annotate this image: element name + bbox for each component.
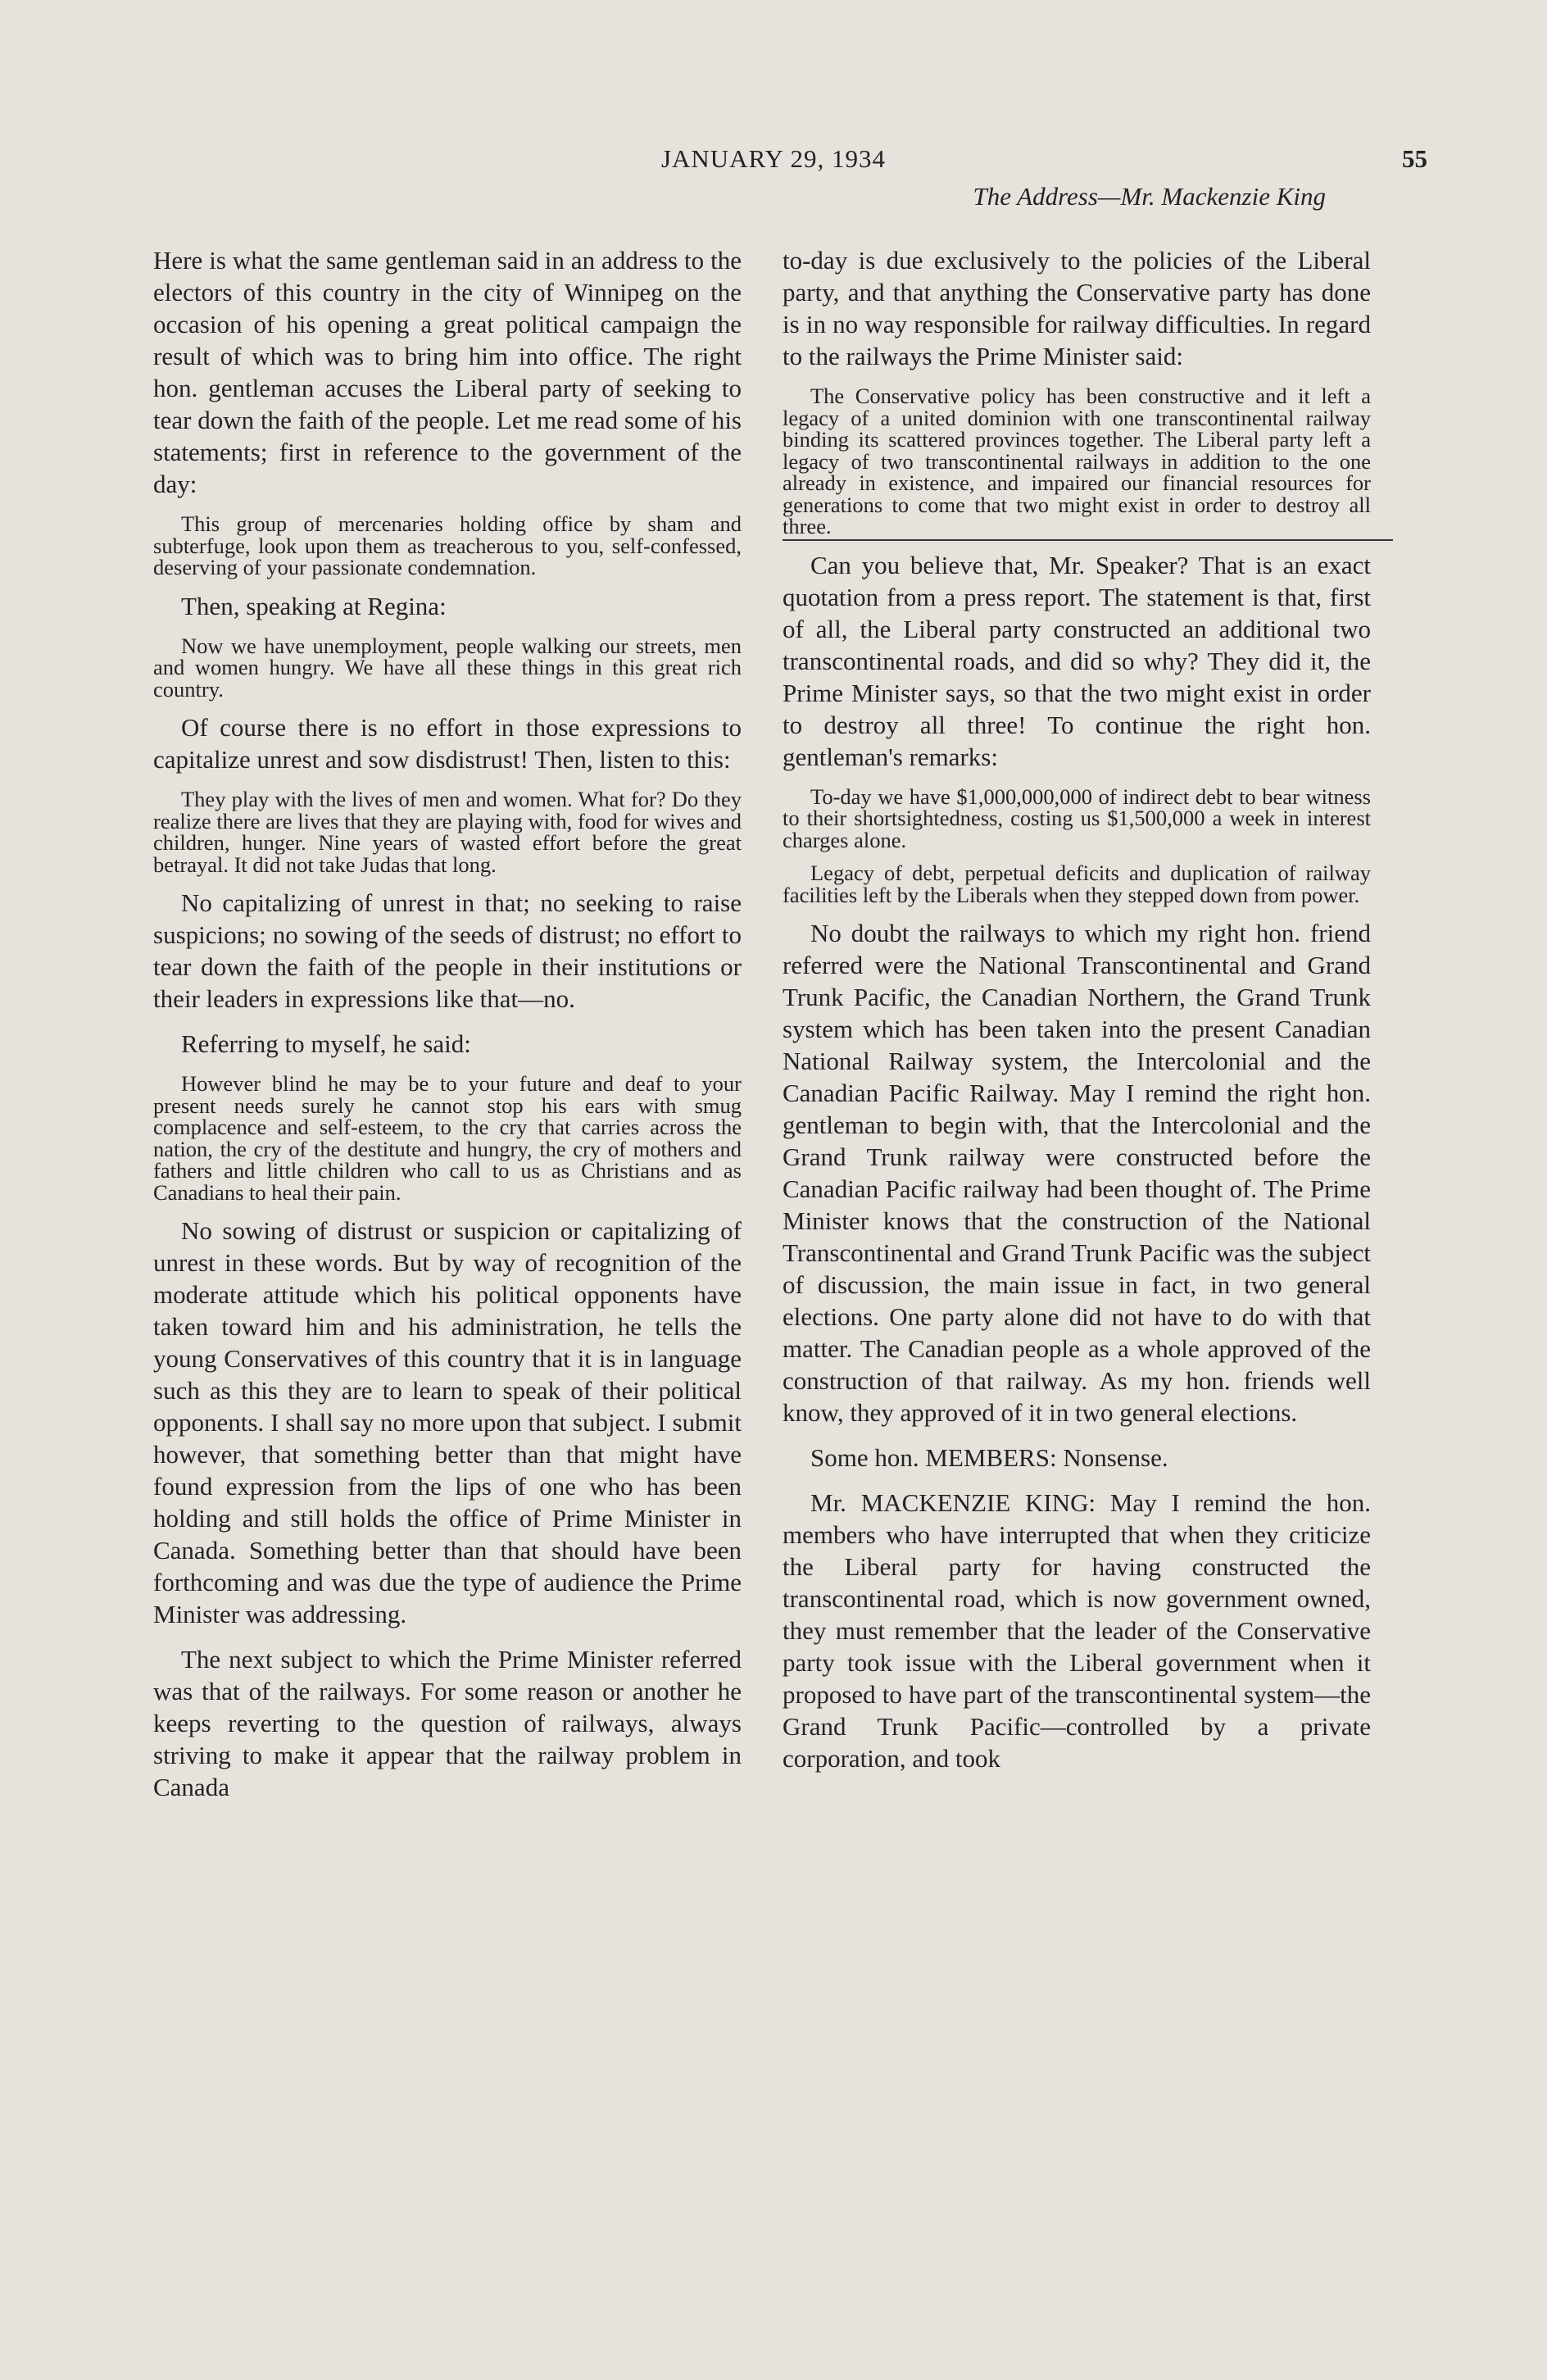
- block-quote: To-day we have $1,000,000,000 of indirect debt to bear witness to their shortsightedness, costing us $1,500,000 a week in interest charges alone.: [783, 783, 1371, 852]
- left-column: [153, 244, 742, 1816]
- header-date: JANUARY 29, 1934: [660, 144, 887, 173]
- speaker-paragraph: Mr. MACKENZIE KING: May I remind the hon. members who have interrupted that when they criticize the Liberal party for having constructed the transcontinental road, which is now government owned, they must remember that the leader of the Conservative party took issue with the Liberal government when it proposed to have part of the transcontinental system—the Grand Trunk Pacific—controlled by a private corporation, and took: [783, 1488, 1371, 1773]
- running-title: The Address—Mr. Mackenzie King: [973, 182, 1326, 211]
- block-quote: Now we have unemployment, people walking our streets, men and women hungry. We have all these things in this great rich country.: [153, 633, 742, 702]
- block-quote: They play with the lives of men and women. What for? Do they realize there are lives that they are playing with, food for wives and children, hunger. Nine years of wasted effort before the great betrayal. It did not take Judas that long.: [153, 787, 742, 877]
- paragraph: The next subject to which the Prime Minister referred was that of the railways. For some reason or another he keeps reverting to the question of railways, always striving to make it appear that the railway problem in Canada: [153, 1645, 742, 1801]
- block-quote: Legacy of debt, perpetual deficits and duplication of railway facilities left by the Liberals when they stepped down from power.: [783, 861, 1371, 907]
- paragraph: Referring to myself, he said:: [181, 1029, 471, 1058]
- paragraph: Then, speaking at Regina:: [181, 591, 447, 620]
- paragraph: Of course there is no effort in those expressions to capitalize unrest and sow disdistrust! Then, listen to this:: [153, 713, 742, 774]
- paragraph: to-day is due exclusively to the policies of the Liberal party, and that anything the Conservative party has done is in no way responsible for railway difficulties. In regard to the railways the Prime Minister said:: [783, 246, 1371, 370]
- right-column: [783, 244, 1371, 1787]
- block-quote: However blind he may be to your future and deaf to your present needs surely he cannot stop his ears with smug complacence and self-esteem, to the cry that carries across the nation, the cry of the destitute and hungry, the cry of mothers and fathers and little children who call to us as Christians and as Canadians to heal their pain.: [153, 1071, 742, 1205]
- speaker-interjection: Some hon. MEMBERS: Nonsense.: [810, 1443, 1168, 1472]
- column-rule: [783, 539, 1393, 541]
- block-quote: This group of mercenaries holding office by sham and subterfuge, look upon them as treacherous to you, self-confessed, deserving of your passionate condemnation.: [153, 511, 742, 579]
- paragraph: No doubt the railways to which my right hon. friend referred were the National Transcontinental and Grand Trunk Pacific, the Canadian Northern, the Grand Trunk system which has been taken into the present Canadian National Railway system, the Intercolonial and the Canadian Pacific Railway. May I remind the right hon. gentleman to begin with, that the Intercolonial and the Grand Trunk railway were constructed before the Canadian Pacific railway had been thought of. The Prime Minister knows that the construction of the National Transcontinental and Grand Trunk Pacific was the subject of discussion, the main issue in fact, in two general elections. One party alone did not have to do with that matter. The Canadian people as a whole approved of the construction of that railway. As my hon. friends well know, they approved of it in two general elections.: [783, 919, 1371, 1427]
- paragraph: No sowing of distrust or suspicion or capitalizing of unrest in these words. But by way of recognition of the moderate attitude which his political opponents have taken toward him and his administration, he tells the young Conservatives of this country that it is in language such as this they are to learn to speak of their political opponents. I shall say no more upon that subject. I submit however, that something better than that might have found expression from the lips of one who has been holding and still holds the office of Prime Minister in Canada. Something better than that should have been forthcoming and was due the type of audience the Prime Minister was addressing.: [153, 1216, 742, 1628]
- block-quote: The Conservative policy has been constructive and it left a legacy of a united dominion with one transcontinental railway binding its scattered provinces together. The Liberal party left a legacy of two transcontinental railways in addition to the one already in existence, and impaired our financial resources for generations to come that two might exist in order to destroy all three.: [783, 384, 1371, 538]
- paragraph: No capitalizing of unrest in that; no seeking to raise suspicions; no sowing of the seeds of distrust; no effort to tear down the faith of the people in their institutions or their leaders in expressions like that—no.: [153, 888, 742, 1013]
- paragraph: Here is what the same gentleman said in an address to the electors of this country in the city of Winnipeg on the occasion of his opening a great political campaign the result of which was to bring him into office. The right hon. gentleman accuses the Liberal party of seeking to tear down the faith of the people. Let me read some of his statements; first in reference to the government of the day:: [153, 246, 742, 498]
- page-number: 55: [1402, 144, 1427, 173]
- paragraph: Can you believe that, Mr. Speaker? That is an exact quotation from a press report. The statement is that, first of all, the Liberal party constructed an additional two transcontinental roads, and did so why? They did it, the Prime Minister says, so that the two might exist in order to destroy all three! To continue the right hon. gentleman's remarks:: [783, 550, 1371, 771]
